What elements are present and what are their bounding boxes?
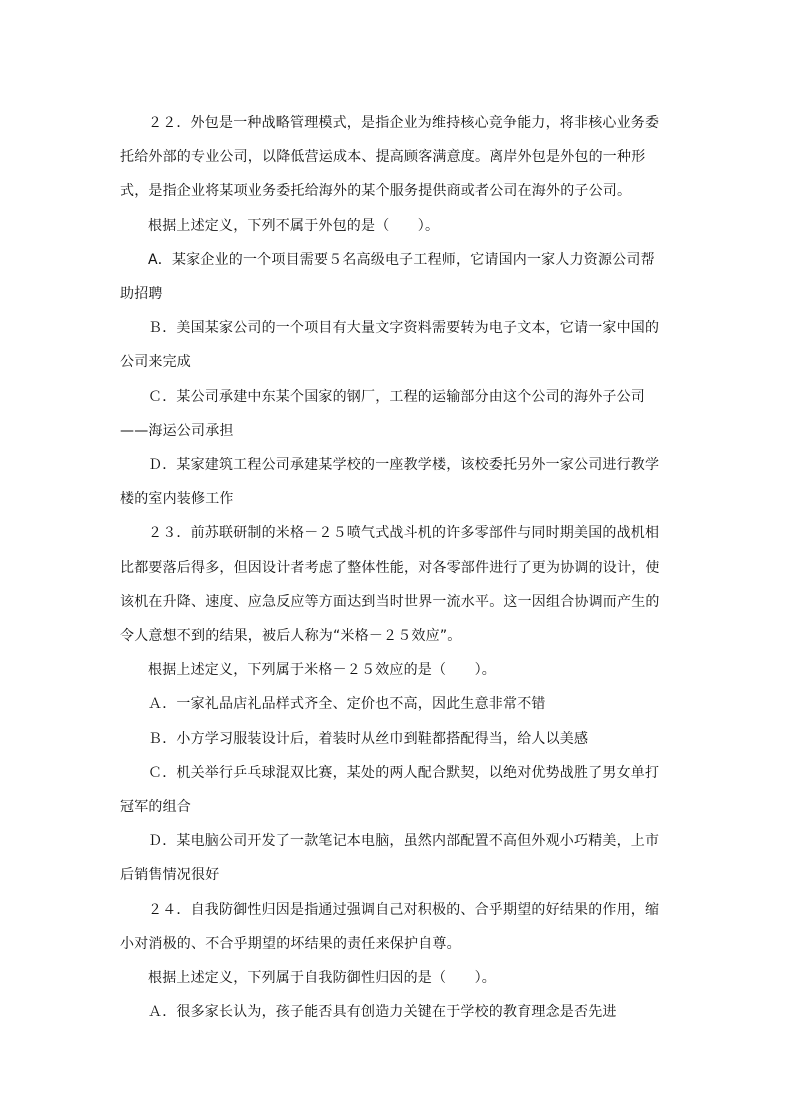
question-24-option-a: Ａ．很多家长认为，孩子能否具有创造力关键在于学校的教育理念是否先进 [148, 1004, 617, 1021]
question-22-option-c: Ｃ．某公司承建中东某个国家的钢厂，工程的运输部分由这个公司的海外子公司——海运公司承担 [120, 388, 645, 439]
question-22-prompt: 根据上述定义，下列不属于外包的是（ ）。 [148, 217, 440, 234]
question-23-option-c: Ｃ．机关举行乒乓球混双比赛，某处的两人配合默契，以绝对优势战胜了男女单打冠军的组合 [120, 764, 660, 816]
question-24-stem: ２４．自我防御性归因是指通过强调自己对积极的、合乎期望的好结果的作用，缩小对消极的、不合乎期望的坏结果的责任来保护自尊。 [120, 901, 660, 952]
question-23-option-d: Ｄ．某电脑公司开发了一款笔记本电脑，虽然内部配置不高但外观小巧精美，上市后销售情况很好 [120, 833, 660, 884]
question-22-option-d: Ｄ．某家建筑工程公司承建某学校的一座教学楼，该校委托另外一家公司进行教学楼的室内装修工作 [120, 457, 660, 508]
question-23-option-b: Ｂ．小方学习服装设计后，着装时从丝巾到鞋都搭配得当，给人以美感 [148, 730, 589, 747]
document-body [120, 106, 668, 1029]
question-22-option-a: A．某家企业的一个项目需要５名高级电子工程师，它请国内一家人力资源公司帮助招聘 [120, 251, 655, 303]
question-23-prompt: 根据上述定义，下列属于米格－２５效应的是（ ）。 [148, 662, 496, 679]
question-22-option-b: Ｂ．美国某家公司的一个项目有大量文字资料需要转为电子文本，它请一家中国的公司来完成 [120, 320, 660, 371]
question-23-option-a: Ａ．一家礼品店礼品样式齐全、定价也不高，因此生意非常不错 [148, 696, 546, 713]
question-24-prompt: 根据上述定义，下列属于自我防御性归因的是（ ）。 [148, 970, 496, 987]
question-22-stem: ２２．外包是一种战略管理模式，是指企业为维持核心竞争能力，将非核心业务委托给外部的专业公司，以降低营运成本、提高顾客满意度。离岸外包是外包的一种形式，是指企业将某项业务委托给海外的某个服务提供商或者公司在海外的子公司。 [120, 115, 660, 200]
question-23-stem: ２３．前苏联研制的米格－２５喷气式战斗机的许多零部件与同时期美国的战机相比都要落后得多，但因设计者考虑了整体性能，对各零部件进行了更为协调的设计，使该机在升降、速度、应急反应等方面达到当时世界一流水平。这一因组合协调而产生的令人意想不到的结果，被后人称为“米格－２５效应”。 [120, 525, 660, 645]
